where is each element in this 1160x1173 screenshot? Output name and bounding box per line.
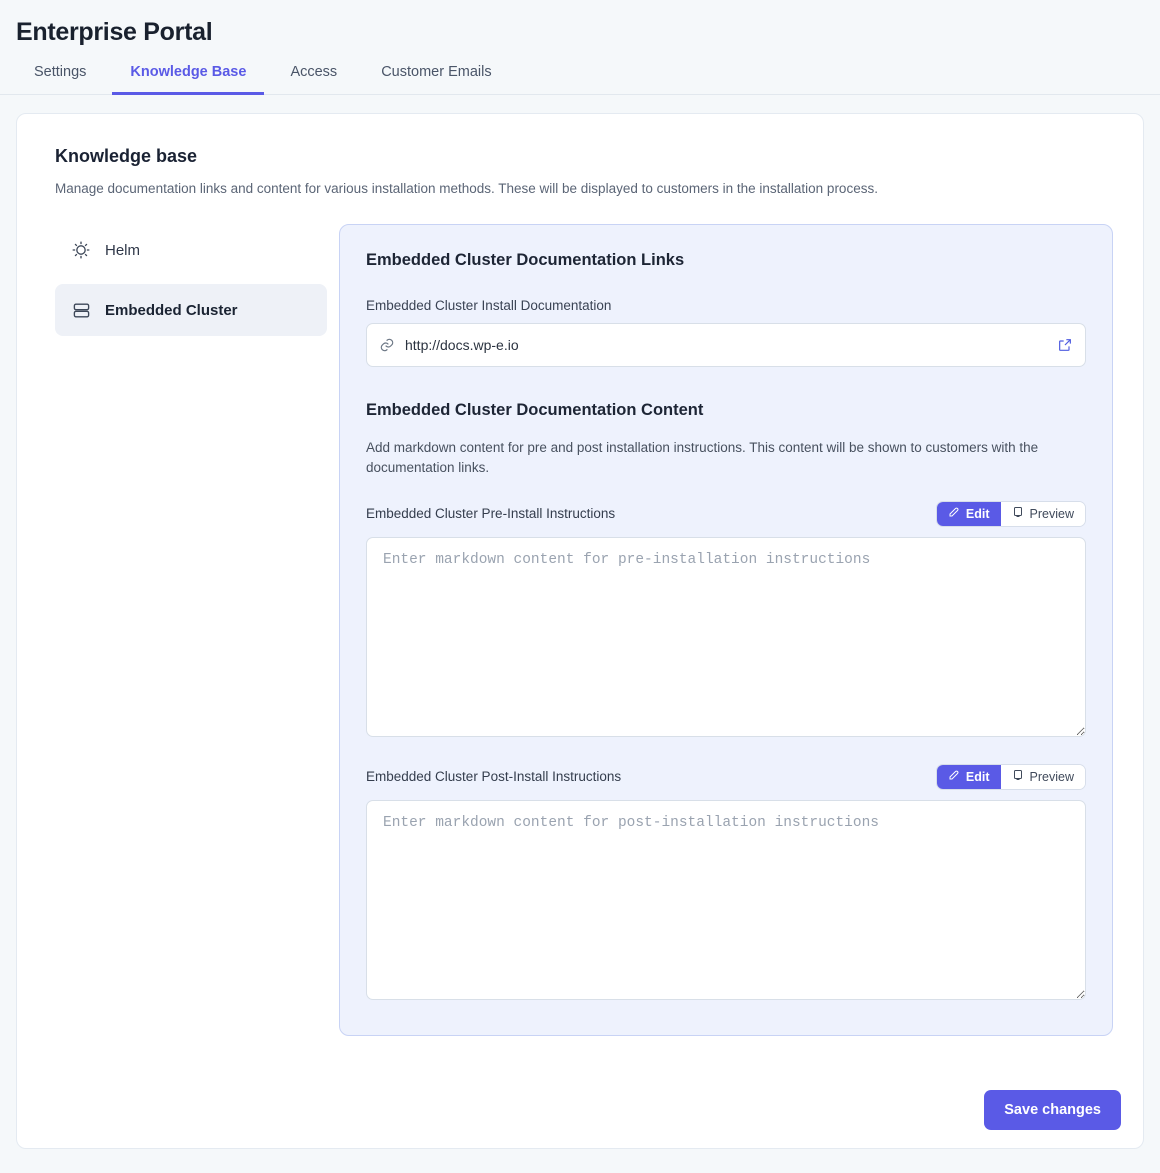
embedded-cluster-panel xyxy=(339,224,1113,1036)
server-stack-icon xyxy=(71,300,91,320)
tab-settings[interactable]: Settings xyxy=(34,64,87,80)
install-doc-label: Embedded Cluster Install Documentation xyxy=(366,298,612,313)
post-install-label: Embedded Cluster Post-Install Instructions xyxy=(366,769,622,784)
post-install-mode-toggle xyxy=(936,764,1086,790)
post-install-preview-label: Preview xyxy=(1029,769,1074,784)
section-description: Manage documentation links and content for various installation methods. These will be displayed to customers in the installation process. xyxy=(55,181,878,196)
install-doc-value[interactable]: http://docs.wp-e.io xyxy=(405,337,519,353)
post-install-edit-label: Edit xyxy=(965,769,990,784)
sidebar-item-label: Embedded Cluster xyxy=(105,301,238,319)
edit-pencil-icon xyxy=(948,506,960,521)
pre-install-editor xyxy=(366,501,1086,742)
pre-install-label: Embedded Cluster Pre-Install Instructions xyxy=(366,506,616,521)
knowledge-base-card xyxy=(16,113,1144,1149)
card-footer xyxy=(984,1090,1121,1130)
method-list xyxy=(39,224,327,1036)
post-install-editor xyxy=(366,764,1086,1005)
documentation-links-heading: Embedded Cluster Documentation Links xyxy=(366,251,685,269)
helm-icon xyxy=(71,240,91,260)
pre-install-editor-header xyxy=(366,501,1086,527)
post-install-editor-header xyxy=(366,764,1086,790)
sidebar-item-embedded-cluster[interactable] xyxy=(55,284,327,336)
tab-bar xyxy=(0,47,1160,95)
install-doc-input-wrap[interactable] xyxy=(366,323,1086,367)
section-heading: Knowledge base xyxy=(55,146,198,166)
pre-install-preview-label: Preview xyxy=(1029,506,1074,521)
tab-access[interactable]: Access xyxy=(290,64,338,80)
edit-pencil-icon xyxy=(948,769,960,784)
save-changes-button[interactable]: Save changes xyxy=(984,1090,1121,1130)
external-link-icon[interactable] xyxy=(1057,337,1073,353)
post-install-edit-button[interactable] xyxy=(937,765,1001,789)
post-install-preview-button[interactable] xyxy=(1001,765,1085,789)
card-body xyxy=(39,224,1121,1036)
post-install-textarea[interactable] xyxy=(366,800,1086,1000)
documentation-content-heading: Embedded Cluster Documentation Content xyxy=(366,401,704,419)
tab-knowledge-base[interactable]: Knowledge Base xyxy=(112,58,264,95)
preview-eye-icon xyxy=(1012,506,1024,521)
link-icon xyxy=(379,337,395,353)
pre-install-textarea[interactable] xyxy=(366,537,1086,737)
pre-install-edit-button[interactable] xyxy=(937,502,1001,526)
preview-eye-icon xyxy=(1012,769,1024,784)
sidebar-item-helm[interactable] xyxy=(55,224,327,276)
pre-install-edit-label: Edit xyxy=(965,506,990,521)
pre-install-preview-button[interactable] xyxy=(1001,502,1085,526)
tab-customer-emails[interactable]: Customer Emails xyxy=(381,64,492,80)
pre-install-mode-toggle xyxy=(936,501,1086,527)
page-title: Enterprise Portal xyxy=(16,18,213,46)
documentation-content-description: Add markdown content for pre and post installation instructions. This content will be shown to customers with the documentation links. xyxy=(366,440,1039,476)
sidebar-item-label: Helm xyxy=(105,241,141,259)
